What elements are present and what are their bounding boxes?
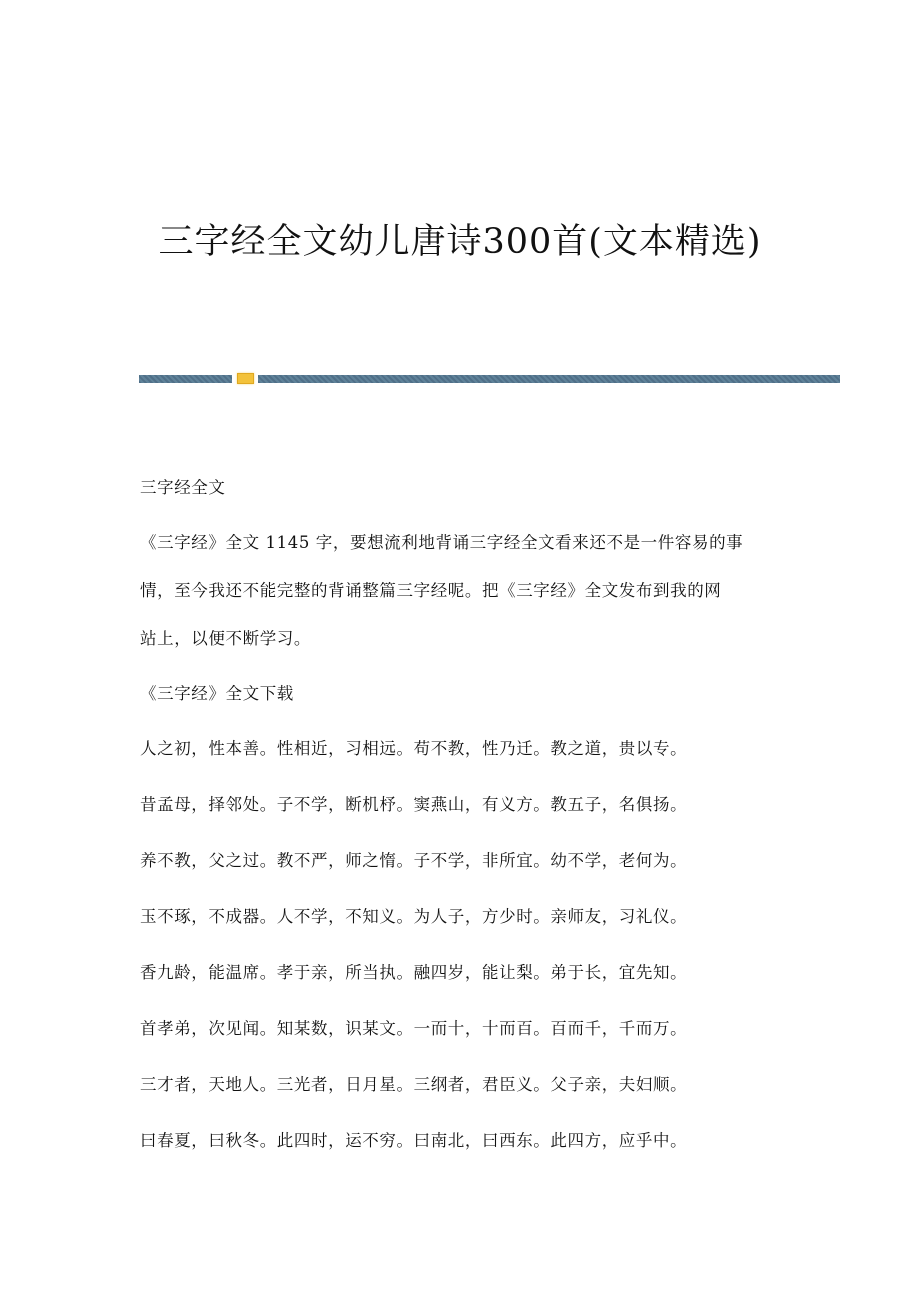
divider-left xyxy=(139,375,232,383)
verse-line: 香九龄，能温席。孝于亲，所当执。融四岁，能让梨。弟于长，宜先知。 xyxy=(140,963,688,982)
verse-line: 曰春夏，曰秋冬。此四时，运不穷。曰南北，曰西东。此四方，应乎中。 xyxy=(140,1131,688,1150)
paragraph-line: 站上，以便不断学习。 xyxy=(140,629,311,648)
verse-line: 人之初，性本善。性相近，习相远。苟不教，性乃迁。教之道，贵以专。 xyxy=(140,739,688,758)
section-heading: 《三字经》全文下载 xyxy=(140,684,294,703)
paragraph-line: 情，至今我还不能完整的背诵整篇三字经呢。把《三字经》全文发布到我的网 xyxy=(140,581,722,600)
verse-line: 首孝弟，次见闻。知某数，识某文。一而十，十而百。百而千，千而万。 xyxy=(140,1019,688,1038)
section-heading: 三字经全文 xyxy=(140,478,226,497)
verse-line: 玉不琢，不成器。人不学，不知义。为人子，方少时。亲师友，习礼仪。 xyxy=(140,907,688,926)
envelope-icon xyxy=(237,373,254,384)
divider-right xyxy=(258,375,840,383)
verse-line: 养不教，父之过。教不严，师之惰。子不学，非所宜。幼不学，老何为。 xyxy=(140,851,688,870)
paragraph-line: 《三字经》全文 1145 字，要想流利地背诵三字经全文看来还不是一件容易的事 xyxy=(140,533,744,552)
verse-line: 昔孟母，择邻处。子不学，断机杼。窦燕山，有义方。教五子，名俱扬。 xyxy=(140,795,688,814)
document-title: 三字经全文幼儿唐诗300首(文本精选) xyxy=(158,222,762,262)
verse-line: 三才者，天地人。三光者，日月星。三纲者，君臣义。父子亲，夫妇顺。 xyxy=(140,1075,688,1094)
